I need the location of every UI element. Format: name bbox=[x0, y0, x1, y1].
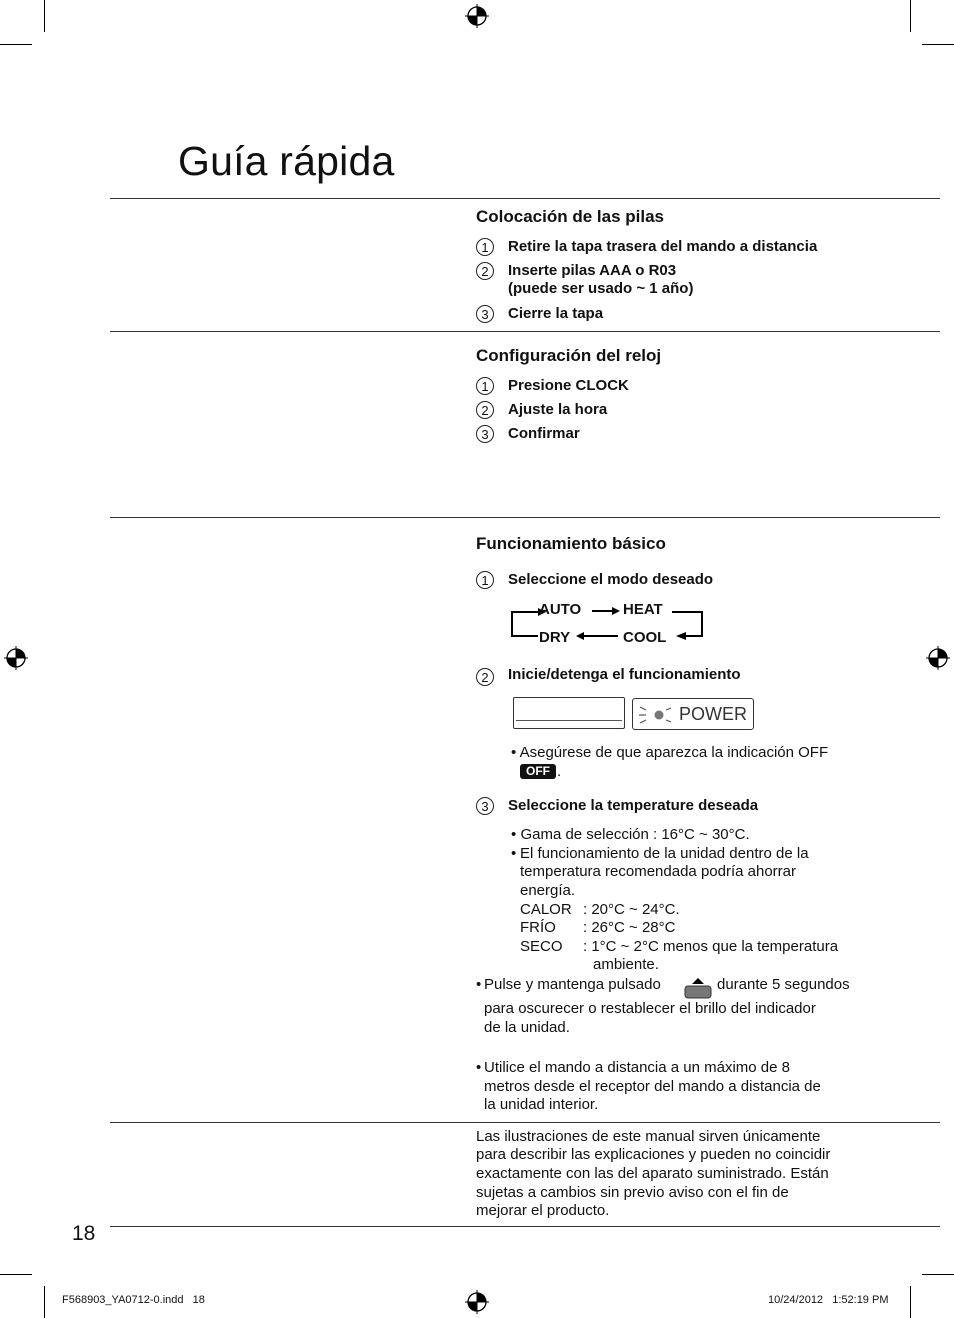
remote-line: la unidad interior. bbox=[484, 1096, 599, 1113]
crop-mark bbox=[0, 44, 32, 45]
temp-range bbox=[511, 826, 750, 845]
divider bbox=[110, 331, 940, 332]
step-text: Ajuste la hora bbox=[508, 401, 608, 418]
temp-value-seco: : 1°C ~ 2°C menos que la temperatura bbox=[583, 938, 839, 955]
step-number: 3 bbox=[476, 305, 494, 323]
crop-mark bbox=[922, 44, 954, 45]
crop-mark bbox=[44, 0, 45, 32]
step-number: 2 bbox=[476, 262, 494, 280]
step-text: Seleccione la temperature deseada bbox=[508, 797, 759, 814]
disclaimer-line: exactamente con las del aparato suministrado. Están bbox=[476, 1165, 829, 1182]
divider bbox=[110, 1226, 940, 1227]
hold-text-a: Pulse y mantenga pulsado bbox=[484, 976, 661, 993]
step-number: 3 bbox=[476, 797, 494, 815]
punctuation: . bbox=[557, 763, 562, 780]
off-note-text: Asegúrese de que aparezca la indicación OFF bbox=[519, 744, 829, 761]
step-text: Presione CLOCK bbox=[508, 377, 629, 394]
mode-auto: AUTO bbox=[539, 601, 582, 618]
registration-mark-icon bbox=[4, 646, 28, 670]
crop-mark bbox=[910, 0, 911, 32]
recommend-line: El funcionamiento de la unidad dentro de la bbox=[520, 845, 809, 862]
off-badge bbox=[520, 764, 556, 779]
crop-mark bbox=[922, 1274, 954, 1275]
power-indicator-box bbox=[632, 698, 754, 730]
temp-mode-calor: CALOR bbox=[520, 901, 572, 918]
disclaimer-line: mejorar el producto. bbox=[476, 1202, 610, 1219]
power-lamp-icon bbox=[637, 704, 675, 726]
power-label: POWER bbox=[679, 704, 748, 724]
step-number: 1 bbox=[476, 571, 494, 589]
crop-mark bbox=[44, 1286, 45, 1318]
recommend-line: temperatura recomendada podría ahorrar bbox=[520, 863, 796, 880]
step-number: 3 bbox=[476, 425, 494, 443]
divider bbox=[110, 1122, 940, 1123]
step-text: Inserte pilas AAA o R03 bbox=[508, 262, 677, 279]
step-number: 1 bbox=[476, 238, 494, 256]
step-text: Seleccione el modo deseado bbox=[508, 571, 714, 588]
temp-value-frio: : 26°C ~ 28°C bbox=[583, 919, 676, 936]
step-text-note: (puede ser usado ~ 1 año) bbox=[508, 280, 694, 297]
page-number: 18 bbox=[72, 1222, 96, 1245]
remote-line: Utilice el mando a distancia a un máximo de 8 bbox=[484, 1059, 790, 1076]
step-text: Confirmar bbox=[508, 425, 580, 442]
footer-file: F568903_YA0712-0.indd 18 bbox=[62, 1294, 205, 1306]
remote-bullet: • bbox=[476, 1059, 482, 1076]
step-number: 2 bbox=[476, 668, 494, 686]
disclaimer-line: sujetas a cambios sin previo aviso con el fin de bbox=[476, 1184, 789, 1201]
bullet: • bbox=[511, 744, 517, 761]
hold-line: de la unidad. bbox=[484, 1019, 570, 1036]
temp-range-text: Gama de selección : 16°C ~ 30°C. bbox=[520, 826, 750, 843]
divider bbox=[110, 517, 940, 518]
hold-line: para oscurecer o restablecer el brillo del indicador bbox=[484, 1000, 816, 1017]
step-text: Inicie/detenga el funcionamiento bbox=[508, 666, 741, 683]
disclaimer-line: para describir las explicaciones y pueden no coincidir bbox=[476, 1146, 831, 1163]
registration-mark-icon bbox=[465, 4, 489, 28]
temp-mode-frio: FRÍO bbox=[520, 919, 556, 936]
crop-mark bbox=[0, 1274, 32, 1275]
section-heading-batteries: Colocación de las pilas bbox=[476, 207, 665, 226]
step-text: Retire la tapa trasera del mando a distancia bbox=[508, 238, 818, 255]
disclaimer-line: Las ilustraciones de este manual sirven únicamente bbox=[476, 1128, 821, 1145]
step-number: 2 bbox=[476, 401, 494, 419]
hold-bullet: • bbox=[476, 976, 482, 993]
off-note bbox=[511, 744, 828, 763]
bullet: • bbox=[511, 826, 517, 843]
brightness-button-icon bbox=[684, 977, 712, 999]
step-text: Cierre la tapa bbox=[508, 305, 604, 322]
step-number: 1 bbox=[476, 377, 494, 395]
temp-mode-seco: SECO bbox=[520, 938, 563, 955]
recommend-line: energía. bbox=[520, 882, 576, 899]
crop-mark bbox=[910, 1286, 911, 1318]
registration-mark-icon bbox=[926, 646, 950, 670]
remote-line: metros desde el receptor del mando a distancia de bbox=[484, 1078, 821, 1095]
registration-mark-icon bbox=[465, 1290, 489, 1314]
mode-cool: COOL bbox=[623, 629, 667, 646]
section-heading-clock: Configuración del reloj bbox=[476, 346, 662, 365]
divider bbox=[110, 198, 940, 199]
page-title: Guía rápida bbox=[178, 138, 395, 184]
recommend-bullet: • bbox=[511, 845, 517, 862]
section-heading-basic: Funcionamiento básico bbox=[476, 534, 666, 553]
mode-cycle-arrows bbox=[508, 598, 708, 644]
hold-text-b: durante 5 segundos bbox=[717, 976, 850, 993]
temp-value-calor: : 20°C ~ 24°C. bbox=[583, 901, 680, 918]
off-badge-text: OFF bbox=[526, 764, 550, 778]
mode-dry: DRY bbox=[539, 629, 571, 646]
footer-date: 10/24/2012 1:52:19 PM bbox=[768, 1294, 889, 1306]
mode-heat: HEAT bbox=[623, 601, 663, 618]
temp-value-seco-cont: ambiente. bbox=[593, 956, 659, 973]
indoor-unit-illustration bbox=[513, 697, 625, 729]
